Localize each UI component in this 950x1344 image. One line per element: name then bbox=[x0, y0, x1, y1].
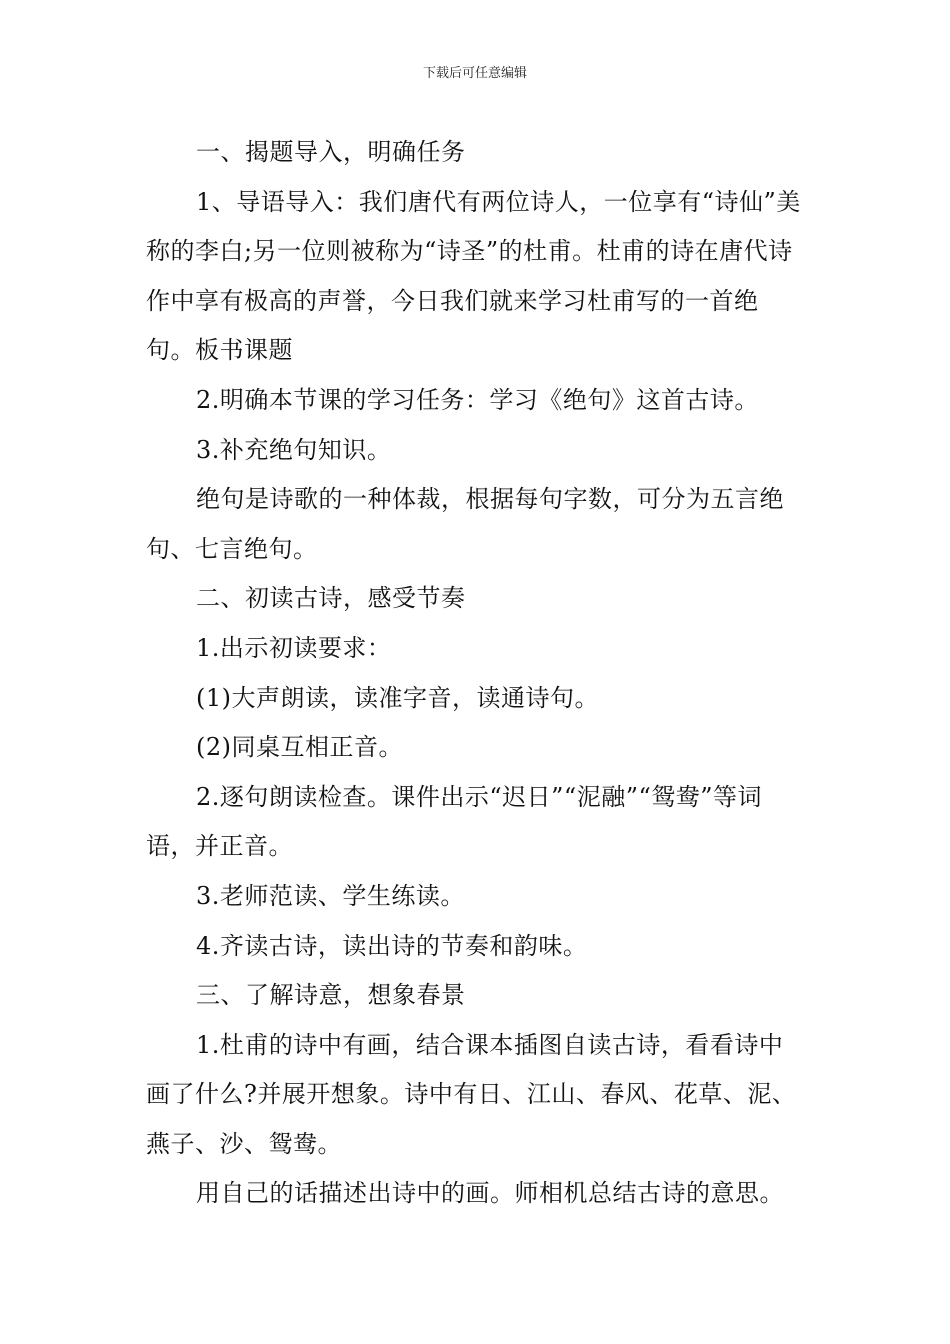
list-item-peer-correction: (2)同桌互相正音。 bbox=[196, 733, 403, 762]
paragraph-intro: 1、导语导入：我们唐代有两位诗人，一位享有“诗仙”美称的李白;另一位则被称为“诗圣”的杜甫。杜甫的诗在唐代诗作中享有极高的声誉，今日我们就来学习杜甫写的一首绝句。板书课题 bbox=[146, 187, 801, 365]
paragraph-describe-picture: 用自己的话描述出诗中的画。师相机总结古诗的意思。 bbox=[196, 1179, 784, 1208]
list-item-read-aloud: (1)大声朗读，读准字音，读通诗句。 bbox=[196, 683, 599, 712]
section-heading-1: 一、揭题导入，明确任务 bbox=[196, 138, 466, 166]
paragraph-jueju-definition: 绝句是诗歌的一种体裁，根据每句字数，可分为五言绝句、七言绝句。 bbox=[146, 485, 784, 563]
paragraph-group-reading: 4.齐读古诗，读出诗的节奏和韵味。 bbox=[196, 931, 588, 960]
paragraph-knowledge: 3.补充绝句知识。 bbox=[196, 435, 392, 464]
document-body bbox=[146, 128, 806, 1219]
section-heading-3: 三、了解诗意，想象春景 bbox=[196, 981, 466, 1010]
page-header: 下载后可任意编辑 bbox=[422, 66, 527, 81]
paragraph-poem-imagery: 1.杜甫的诗中有画，结合课本插图自读古诗，看看诗中画了什么?并展开想象。诗中有日、江山、春风、花草、泥、燕子、沙、鸳鸯。 bbox=[146, 1030, 797, 1158]
paragraph-model-reading: 3.老师范读、学生练读。 bbox=[196, 881, 465, 910]
paragraph-reading-requirements: 1.出示初读要求： bbox=[196, 633, 392, 662]
paragraph-line-check: 2.逐句朗读检查。课件出示“迟日”“泥融”“鸳鸯”等词语，并正音。 bbox=[146, 782, 763, 861]
paragraph-task: 2.明确本节课的学习任务：学习《绝句》这首古诗。 bbox=[196, 385, 759, 414]
section-heading-2: 二、初读古诗，感受节奏 bbox=[196, 584, 466, 613]
